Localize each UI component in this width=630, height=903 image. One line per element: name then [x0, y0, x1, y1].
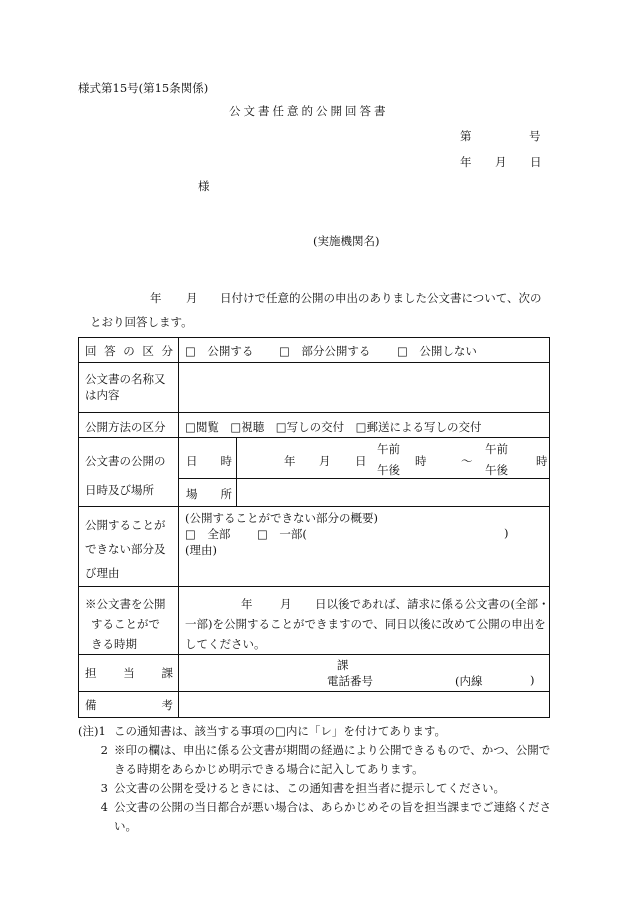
label-timing-3: きる時期: [91, 637, 137, 651]
note-number: 3: [100, 781, 108, 795]
note-number: (注)1: [78, 724, 106, 738]
note-text: この通知書は、該当する事項の□内に「レ」を付けてあります。: [114, 724, 446, 738]
date-year: 年: [460, 155, 472, 169]
document-title: 公文書任意的公開回答書: [229, 104, 389, 118]
label-partial-3: び理由: [85, 566, 120, 580]
label-datetime-2: 日時及び場所: [85, 483, 154, 497]
timing-month: 月: [280, 597, 292, 611]
note-number: 4: [100, 800, 108, 814]
addressee-sama: 様: [198, 179, 210, 193]
intro-line2: とおり回答します。: [90, 315, 193, 329]
label-dept-text: 担 当 課: [85, 666, 173, 680]
timing-line2: 一部)を公開することができますので、同日以後に改めて公開の申出を: [185, 617, 546, 631]
intro-year: 年: [150, 291, 162, 305]
label-datetime-1: 公文書の公開の: [85, 454, 166, 468]
form-id: 様式第15号(第15条関係): [78, 81, 209, 95]
dt-am-1: 午前: [377, 442, 400, 456]
label-name-1: 公文書の名称又: [85, 372, 166, 386]
dt-pm-2: 午後: [485, 463, 508, 477]
intro-line1: 日付けで任意的公開の申出のありました公文書について、次の: [220, 291, 542, 305]
label-remarks-text: 備 考: [85, 698, 173, 712]
note-text: 公文書の公開の当日都合が悪い場合は、あらかじめその旨を担当課までご連絡ください。: [114, 800, 551, 833]
note-item: [78, 779, 556, 798]
partial-summary: (公開することができない部分の概要): [185, 511, 378, 525]
label-nichiji: 日 時: [186, 454, 232, 468]
label-kubun-text: 回 答 の 区 分: [85, 344, 173, 358]
notes-section: [78, 722, 556, 836]
dt-am-2: 午前: [485, 442, 508, 456]
partial-part-option[interactable]: □ 一部(: [257, 527, 307, 541]
number-go: 号: [529, 129, 541, 143]
agency-name: (実施機関名): [313, 234, 380, 248]
date-day: 日: [530, 155, 542, 169]
dept-phone: 電話番号: [327, 674, 373, 688]
label-timing-1: ※公文書を公開: [85, 597, 166, 611]
note-text: ※印の欄は、申出に係る公文書が期間の経過により公開できるもので、かつ、公開できる時期をあらかじめ明示できる場合に記入してあります。: [114, 743, 551, 776]
dept-extension-close: ): [530, 673, 535, 687]
timing-line3: してください。: [185, 637, 266, 651]
intro-month: 月: [186, 291, 198, 305]
label-kubun: [85, 343, 173, 359]
option-not-disclose[interactable]: □ 公開しない: [397, 344, 477, 358]
dt-range: ～: [461, 454, 473, 468]
dt-hour-1: 時: [415, 454, 427, 468]
date-month: 月: [495, 155, 507, 169]
note-item: [78, 722, 556, 741]
timing-line1: 日以後であれば、請求に係る公文書の(全部・: [315, 597, 550, 611]
label-partial-2: できない部分及: [85, 542, 166, 556]
label-dept: [85, 665, 173, 681]
partial-part-close: ): [504, 526, 509, 540]
option-disclose[interactable]: □ 公開する: [185, 344, 254, 358]
timing-year: 年: [241, 597, 253, 611]
label-method: 公開方法の区分: [85, 420, 166, 434]
dept-ka: 課: [337, 658, 349, 672]
method-options[interactable]: □閲覧 □視聴 □写しの交付 □郵送による写しの交付: [185, 420, 482, 434]
partial-reason: (理由): [185, 543, 217, 557]
dt-hour-2: 時: [536, 454, 548, 468]
note-number: 2: [100, 743, 108, 757]
note-item: [78, 741, 556, 779]
dt-year: 年: [284, 454, 296, 468]
dt-month: 月: [319, 454, 331, 468]
dept-extension: (内線: [455, 674, 483, 688]
option-partial-disclose[interactable]: □ 部分公開する: [279, 344, 371, 358]
label-partial-1: 公開することが: [85, 518, 166, 532]
dt-pm-1: 午後: [377, 463, 400, 477]
answer-table: [78, 337, 550, 718]
note-item: [78, 798, 556, 836]
label-timing-2: することがで: [91, 617, 160, 631]
label-remarks: [85, 697, 173, 713]
label-basho: 場 所: [186, 487, 232, 501]
partial-all-option[interactable]: □ 全部: [185, 527, 231, 541]
number-dai: 第: [460, 129, 472, 143]
note-text: 公文書の公開を受けるときには、この通知書を担当者に提示してください。: [114, 781, 505, 795]
dt-day: 日: [355, 454, 367, 468]
label-name-2: は内容: [85, 388, 120, 402]
